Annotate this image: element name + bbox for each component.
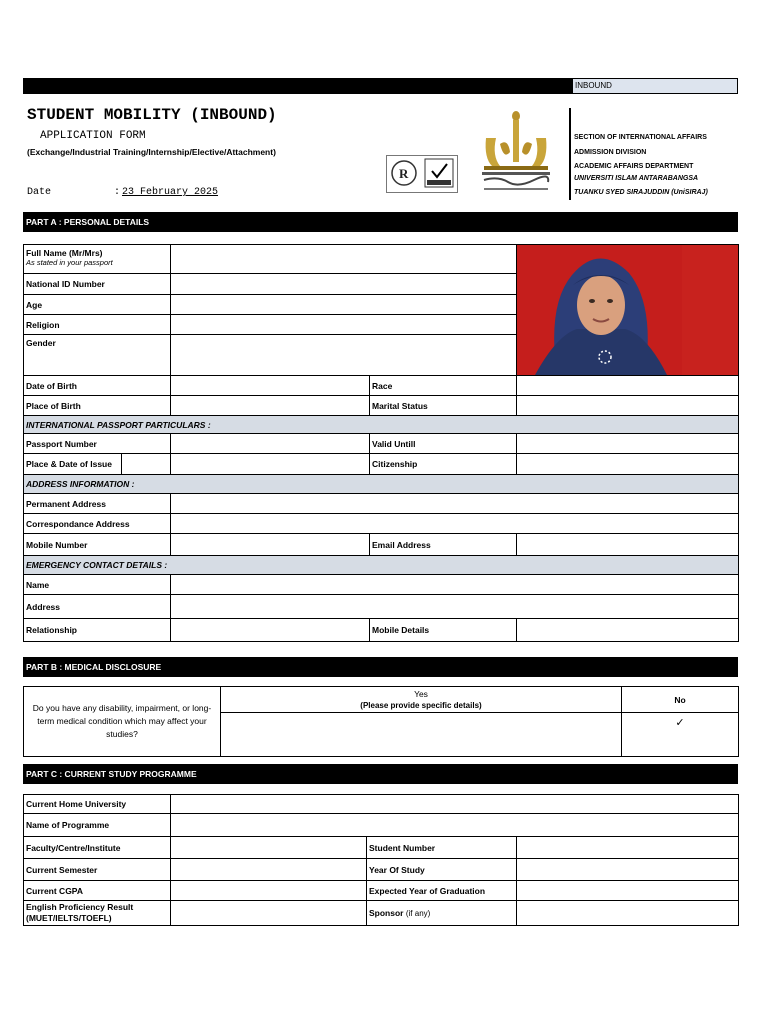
graduation-year-field[interactable] (517, 881, 739, 901)
yes-header: Yes (Please provide specific details) (221, 687, 622, 713)
permanent-address-label: Permanent Address (24, 494, 171, 514)
date-label: Date (27, 187, 52, 198)
personal-details-table (23, 244, 739, 642)
home-university-label: Current Home University (24, 795, 171, 814)
form-title: STUDENT MOBILITY (INBOUND) (27, 106, 277, 124)
study-programme-table (23, 794, 739, 926)
cgpa-field[interactable] (171, 881, 367, 901)
address-section-heading: ADDRESS INFORMATION : (24, 475, 739, 494)
correspondence-address-field[interactable] (171, 514, 739, 534)
emergency-section-heading: EMERGENCY CONTACT DETAILS : (24, 556, 739, 575)
student-number-field[interactable] (517, 837, 739, 859)
student-number-label: Student Number (367, 837, 517, 859)
race-label: Race (370, 376, 517, 396)
date-colon: : (114, 187, 121, 198)
dob-label: Date of Birth (24, 376, 171, 396)
medical-disclosure-table (23, 686, 739, 757)
sponsor-field[interactable] (517, 901, 739, 926)
citizenship-field[interactable] (517, 454, 739, 475)
gender-field[interactable] (171, 335, 517, 376)
graduation-year-label: Expected Year of Graduation (367, 881, 517, 901)
email-field[interactable] (517, 534, 739, 556)
email-label: Email Address (370, 534, 517, 556)
header-bar (23, 78, 572, 94)
part-b-header: PART B : MEDICAL DISCLOSURE (23, 657, 738, 677)
passport-photo (517, 245, 739, 376)
passport-section-heading: INTERNATIONAL PASSPORT PARTICULARS : (24, 416, 739, 434)
place-date-issue-label: Place & Date of Issue (24, 454, 122, 475)
year-study-label: Year Of Study (367, 859, 517, 881)
full-name-field[interactable] (171, 245, 517, 274)
part-c-header: PART C : CURRENT STUDY PROGRAMME (23, 764, 738, 784)
valid-until-field[interactable] (517, 434, 739, 454)
race-field[interactable] (517, 376, 739, 396)
english-proficiency-field[interactable] (171, 901, 367, 926)
marital-field[interactable] (517, 396, 739, 416)
ec-name-field[interactable] (171, 575, 739, 595)
passport-no-label: Passport Number (24, 434, 171, 454)
faculty-label: Faculty/Centre/Institute (24, 837, 171, 859)
programme-label: Name of Programme (24, 814, 171, 837)
dob-field[interactable] (171, 376, 370, 396)
ec-relationship-field[interactable] (171, 619, 370, 642)
university-logo (478, 108, 554, 196)
yes-details-field[interactable] (221, 713, 622, 757)
sponsor-label: Sponsor (if any) (367, 901, 517, 926)
no-checkmark[interactable]: ✓ (622, 713, 739, 757)
national-id-label: National ID Number (24, 274, 171, 295)
faculty-field[interactable] (171, 837, 367, 859)
citizenship-label: Citizenship (370, 454, 517, 475)
place-issue-field[interactable] (122, 454, 171, 475)
inbound-tag: INBOUND (572, 78, 738, 94)
medical-question: Do you have any disability, impairment, or long- term medical condition which may affect your studies? (24, 687, 221, 757)
ec-address-label: Address (24, 595, 171, 619)
valid-until-label: Valid Untill (370, 434, 517, 454)
header-divider (569, 108, 571, 200)
ec-relationship-label: Relationship (24, 619, 171, 642)
ec-address-field[interactable] (171, 595, 739, 619)
cgpa-label: Current CGPA (24, 881, 171, 901)
form-types: (Exchange/Industrial Training/Internship/Elective/Attachment) (27, 147, 276, 157)
part-a-header: PART A : PERSONAL DETAILS (23, 212, 738, 232)
ec-mobile-label: Mobile Details (370, 619, 517, 642)
age-field[interactable] (171, 295, 517, 315)
certification-logos (386, 155, 458, 193)
year-study-field[interactable] (517, 859, 739, 881)
passport-no-field[interactable] (171, 434, 370, 454)
date-value[interactable]: 23 February 2025 (122, 187, 219, 198)
semester-label: Current Semester (24, 859, 171, 881)
programme-field[interactable] (171, 814, 739, 837)
org-line-2: ADMISSION DIVISION (574, 149, 647, 156)
permanent-address-field[interactable] (171, 494, 739, 514)
full-name-label: Full Name (Mr/Mrs) As stated in your passport (24, 245, 171, 274)
home-university-field[interactable] (171, 795, 739, 814)
mobile-field[interactable] (171, 534, 370, 556)
gender-label: Gender (24, 335, 171, 376)
national-id-field[interactable] (171, 274, 517, 295)
age-label: Age (24, 295, 171, 315)
english-proficiency-label: English Proficiency Result (MUET/IELTS/TOEFL) (24, 901, 171, 926)
org-line-1: SECTION OF INTERNATIONAL AFFAIRS (574, 134, 707, 141)
semester-field[interactable] (171, 859, 367, 881)
religion-field[interactable] (171, 315, 517, 335)
religion-label: Religion (24, 315, 171, 335)
no-header: No (622, 687, 739, 713)
mobile-label: Mobile Number (24, 534, 171, 556)
org-line-3: ACADEMIC AFFAIRS DEPARTMENT (574, 163, 694, 170)
marital-label: Marital Status (370, 396, 517, 416)
correspondence-address-label: Correspondance Address (24, 514, 171, 534)
ec-name-label: Name (24, 575, 171, 595)
pob-label: Place of Birth (24, 396, 171, 416)
ec-mobile-field[interactable] (517, 619, 739, 642)
org-line-4: UNIVERSITI ISLAM ANTARABANGSA (574, 175, 699, 182)
form-subtitle: APPLICATION FORM (40, 130, 146, 142)
date-issue-field[interactable] (171, 454, 370, 475)
pob-field[interactable] (171, 396, 370, 416)
svg-text:R: R (399, 166, 409, 181)
org-line-5: TUANKU SYED SIRAJUDDIN (UniSIRAJ) (574, 189, 708, 196)
